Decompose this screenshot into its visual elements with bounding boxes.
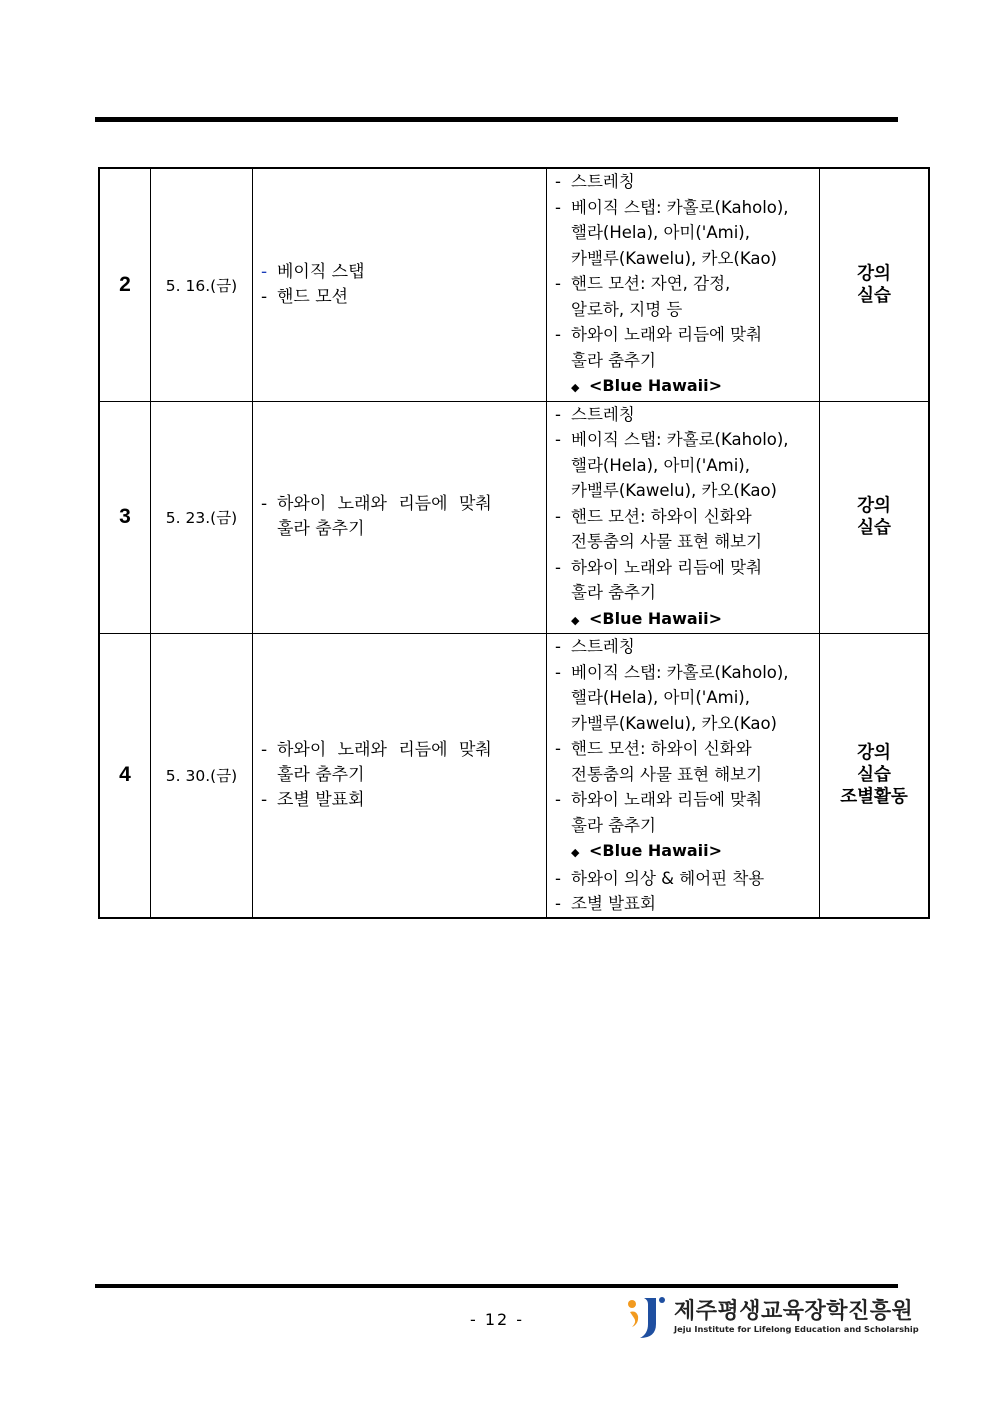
content-item: - 하와이 의상 & 헤어핀 착용 [555, 868, 765, 888]
content-item: 카밸루(Kawelu), 카오(Kao) [571, 248, 777, 268]
content-item: - 핸드 모션: 하와이 신화와 [555, 506, 752, 526]
page-number: - 12 - [470, 1310, 525, 1329]
content-cell [547, 634, 820, 918]
content-item: - 스트레칭 [555, 637, 635, 656]
content-item: - 스트레칭 [555, 404, 635, 424]
content-item: 핼라(Hela), 아미('Ami), [571, 455, 750, 475]
content-item: 카밸루(Kawelu), 카오(Kao) [571, 481, 777, 500]
jeju-logo-icon [626, 1294, 666, 1340]
content-item: 전통춤의 사물 표현 해보기 [571, 532, 763, 551]
topic-item: - 조별 발표회 [261, 789, 365, 810]
topic-item: - 핸드 모션 [261, 286, 349, 307]
content-item: 핼라(Hela), 아미('Ami), [571, 688, 750, 707]
topic-cell [253, 401, 547, 634]
song-item: ◆ <Blue Hawaii> [555, 373, 813, 401]
topic-item: - 하와이 노래와 리듬에 맞춰 [261, 494, 492, 515]
diamond-bullet-icon: ◆ [571, 381, 580, 394]
week-number: 2 [99, 168, 151, 401]
session-date: 5. 30.(금) [151, 634, 253, 918]
table-row [99, 634, 929, 918]
topic-item: 훌라 춤추기 [277, 764, 365, 785]
session-date: 5. 16.(금) [151, 168, 253, 401]
topic-cell [253, 634, 547, 918]
song-item: ◆ <Blue Hawaii> [555, 838, 813, 866]
topic-item: 훌라 춤추기 [277, 519, 365, 540]
content-item: - 하와이 노래와 리듬에 맞춰 [555, 790, 763, 809]
diamond-bullet-icon: ◆ [571, 613, 580, 627]
content-item: 전통춤의 사물 표현 해보기 [571, 764, 763, 784]
content-cell [547, 168, 820, 401]
content-item: 훌라 춤추기 [571, 350, 656, 370]
diamond-bullet-icon: ◆ [571, 846, 580, 859]
organization-name: 제주평생교육장학진흥원 [674, 1299, 914, 1324]
song-item: ◆ <Blue Hawaii> [555, 606, 813, 634]
method-label: 강의 [857, 496, 891, 517]
method-cell [820, 401, 930, 634]
method-cell [820, 168, 930, 401]
method-label: 실습 [857, 518, 891, 539]
topic-item: - 베이직 스탭 [261, 261, 365, 282]
content-item: - 핸드 모션: 하와이 신화와 [555, 739, 752, 758]
content-cell [547, 401, 820, 634]
schedule-table [98, 167, 930, 919]
footer-rule [95, 1284, 898, 1288]
content-item: - 베이직 스탭: 카홀로(Kaholo), [555, 430, 789, 449]
content-item: - 핸드 모션: 자연, 감정, [555, 274, 731, 293]
method-label: 조별활동 [840, 787, 908, 808]
content-item: 알로하, 지명 등 [571, 299, 683, 319]
method-label: 강의 [857, 263, 891, 284]
organization-logo [626, 1294, 919, 1340]
topic-cell [253, 168, 547, 401]
table-row [99, 168, 929, 401]
header-rule [95, 117, 898, 122]
content-item: 훌라 춤추기 [571, 583, 656, 602]
content-item: - 하와이 노래와 리듬에 맞춰 [555, 325, 763, 344]
content-item: 카밸루(Kawelu), 카오(Kao) [571, 713, 777, 733]
content-item: 핼라(Hela), 아미('Ami), [571, 223, 750, 242]
topic-item: - 하와이 노래와 리듬에 맞춰 [261, 739, 492, 760]
content-item: - 베이직 스탭: 카홀로(Kaholo), [555, 197, 789, 217]
content-item: - 베이직 스탭: 카홀로(Kaholo), [555, 662, 789, 682]
method-label: 실습 [857, 765, 891, 786]
week-number: 3 [99, 401, 151, 634]
session-date: 5. 23.(금) [151, 401, 253, 634]
organization-english-name: Jeju Institute for Lifelong Education and Scholarship [674, 1324, 919, 1334]
content-item: 훌라 춤추기 [571, 815, 656, 835]
method-cell [820, 634, 930, 918]
content-item: - 스트레칭 [555, 172, 635, 191]
table-row [99, 401, 929, 634]
content-item: - 하와이 노래와 리듬에 맞춰 [555, 557, 763, 577]
content-item: - 조별 발표회 [555, 894, 656, 913]
method-label: 강의 [857, 743, 891, 764]
method-label: 실습 [857, 285, 891, 306]
week-number: 4 [99, 634, 151, 918]
